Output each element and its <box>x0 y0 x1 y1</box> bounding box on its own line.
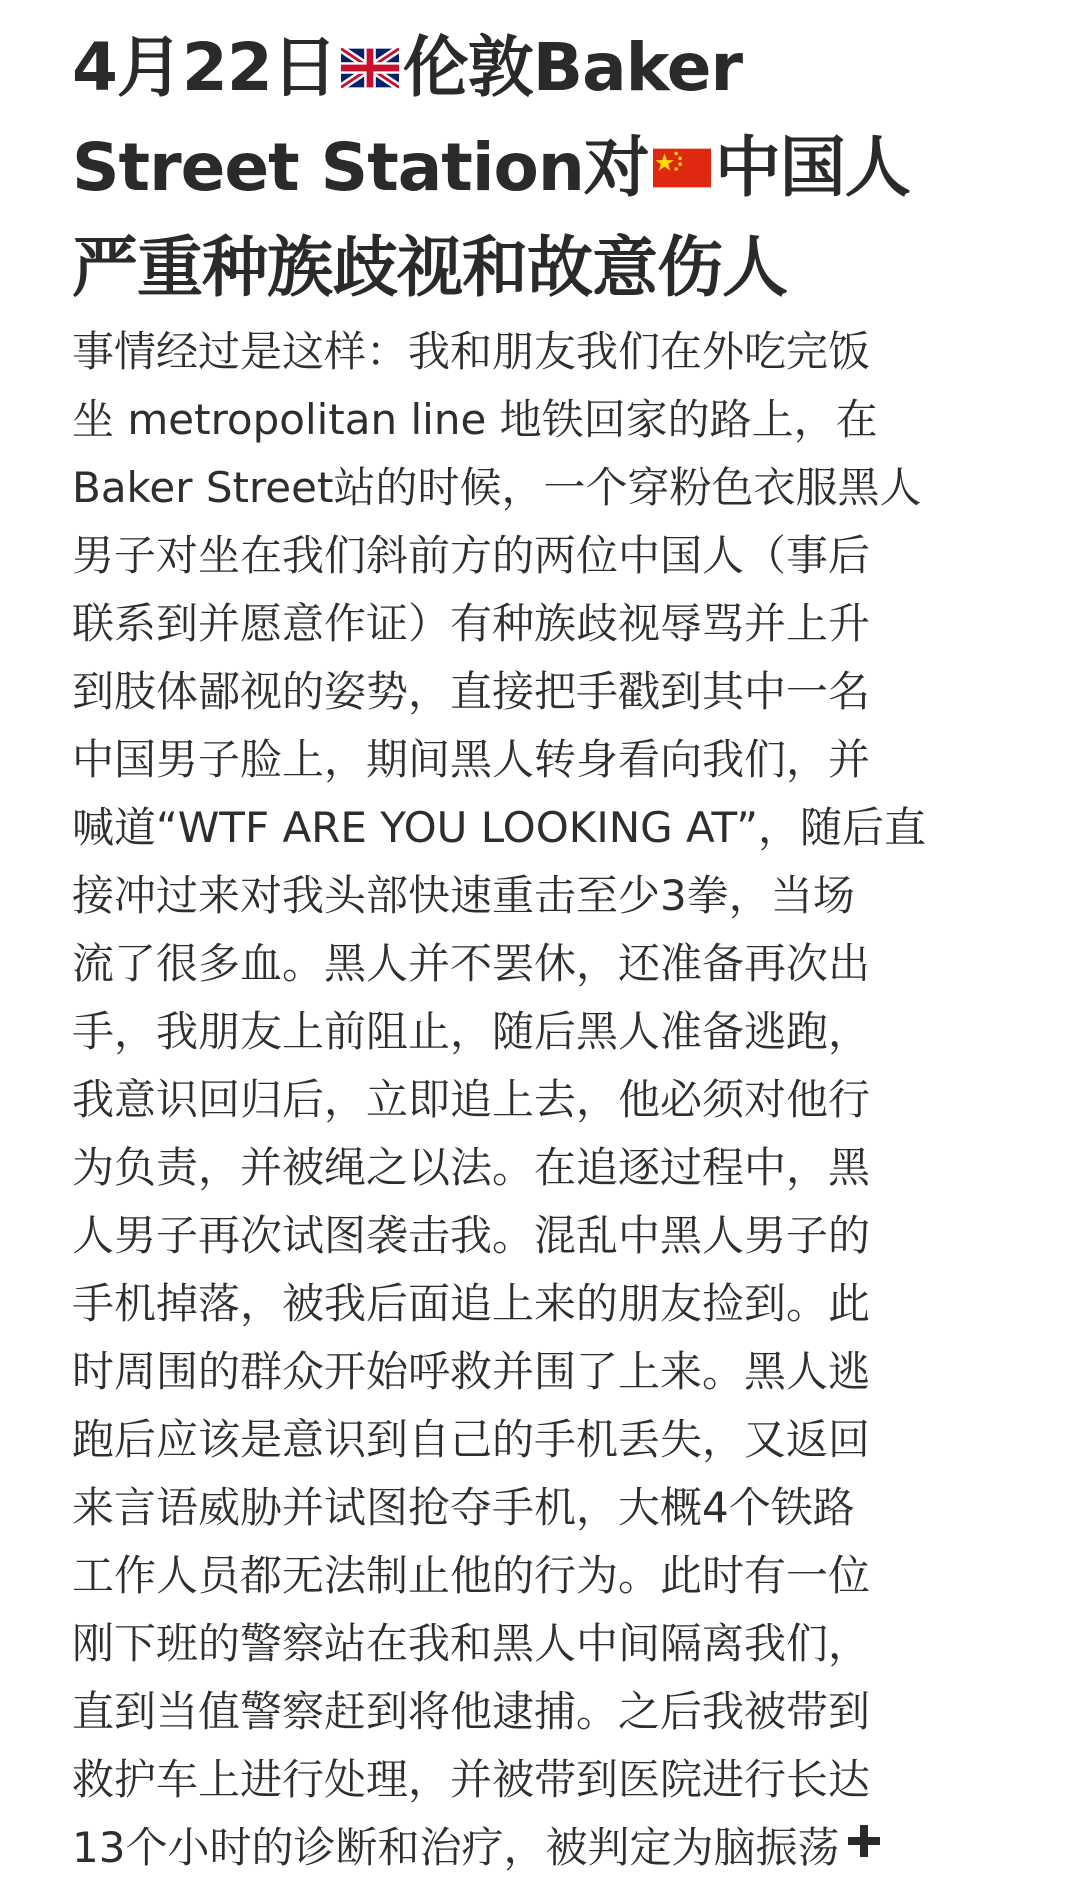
body-line: 到肢体鄙视的姿势，直接把手戳到其中一名 <box>72 666 871 716</box>
body-line: 刚下班的警察站在我和黑人中间隔离我们， <box>72 1618 871 1668</box>
title-location: 伦敦Baker <box>402 29 743 106</box>
body-line: 手机掉落，被我后面追上来的朋友捡到。此 <box>72 1278 871 1328</box>
post-title <box>72 20 1040 316</box>
title-line-1 <box>72 20 1040 120</box>
uk-flag-icon <box>341 18 399 114</box>
body-line-last <box>72 1814 1040 1884</box>
body-line: 坐 metropolitan line 地铁回家的路上，在 <box>72 394 878 444</box>
body-line: 为负责，并被绳之以法。在追逐过程中，黑 <box>72 1142 871 1192</box>
plus-icon <box>845 1812 883 1880</box>
body-line: Baker Street站的时候，一个穿粉色衣服黑人 <box>72 462 922 512</box>
body-line: 男子对坐在我们斜前方的两位中国人（事后 <box>72 530 871 580</box>
body-line: 喊道“WTF ARE YOU LOOKING AT”，随后直 <box>72 802 926 852</box>
body-line: 来言语威胁并试图抢夺手机，大概4个铁路 <box>72 1482 855 1532</box>
title-date: 4月22日 <box>72 29 337 106</box>
body-line: 手，我朋友上前阻止，随后黑人准备逃跑， <box>72 1006 871 1056</box>
title-station: Street Station对 <box>72 128 649 206</box>
body-line: 中国男子脸上，期间黑人转身看向我们，并 <box>72 734 871 784</box>
body-line: 直到当值警察赶到将他逮捕。之后我被带到 <box>72 1686 871 1736</box>
title-subject: 中国人 <box>714 128 910 206</box>
body-line: 流了很多血。黑人并不罢休，还准备再次出 <box>72 938 871 988</box>
body-line: 事情经过是这样：我和朋友我们在外吃完饭 <box>72 326 871 376</box>
body-line: 救护车上进行处理，并被带到医院进行长达 <box>72 1754 871 1804</box>
body-line: 时周围的群众开始呼救并围了上来。黑人逃 <box>72 1346 871 1396</box>
title-line-3: 严重种族歧视和故意伤人 <box>72 228 787 306</box>
body-line: 联系到并愿意作证）有种族歧视辱骂并上升 <box>72 598 871 648</box>
body-line: 工作人员都无法制止他的行为。此时有一位 <box>72 1550 871 1600</box>
last-line-text: 13个小时的诊断和治疗，被判定为脑振荡 <box>72 1822 840 1872</box>
post-body <box>72 318 1040 1884</box>
china-flag-icon <box>653 118 711 214</box>
title-line-2 <box>72 120 1040 220</box>
body-line: 人男子再次试图袭击我。混乱中黑人男子的 <box>72 1210 871 1260</box>
body-line: 接冲过来对我头部快速重击至少3拳，当场 <box>72 870 855 920</box>
body-line: 我意识回归后，立即追上去，他必须对他行 <box>72 1074 871 1124</box>
body-line: 跑后应该是意识到自己的手机丢失，又返回 <box>72 1414 871 1464</box>
